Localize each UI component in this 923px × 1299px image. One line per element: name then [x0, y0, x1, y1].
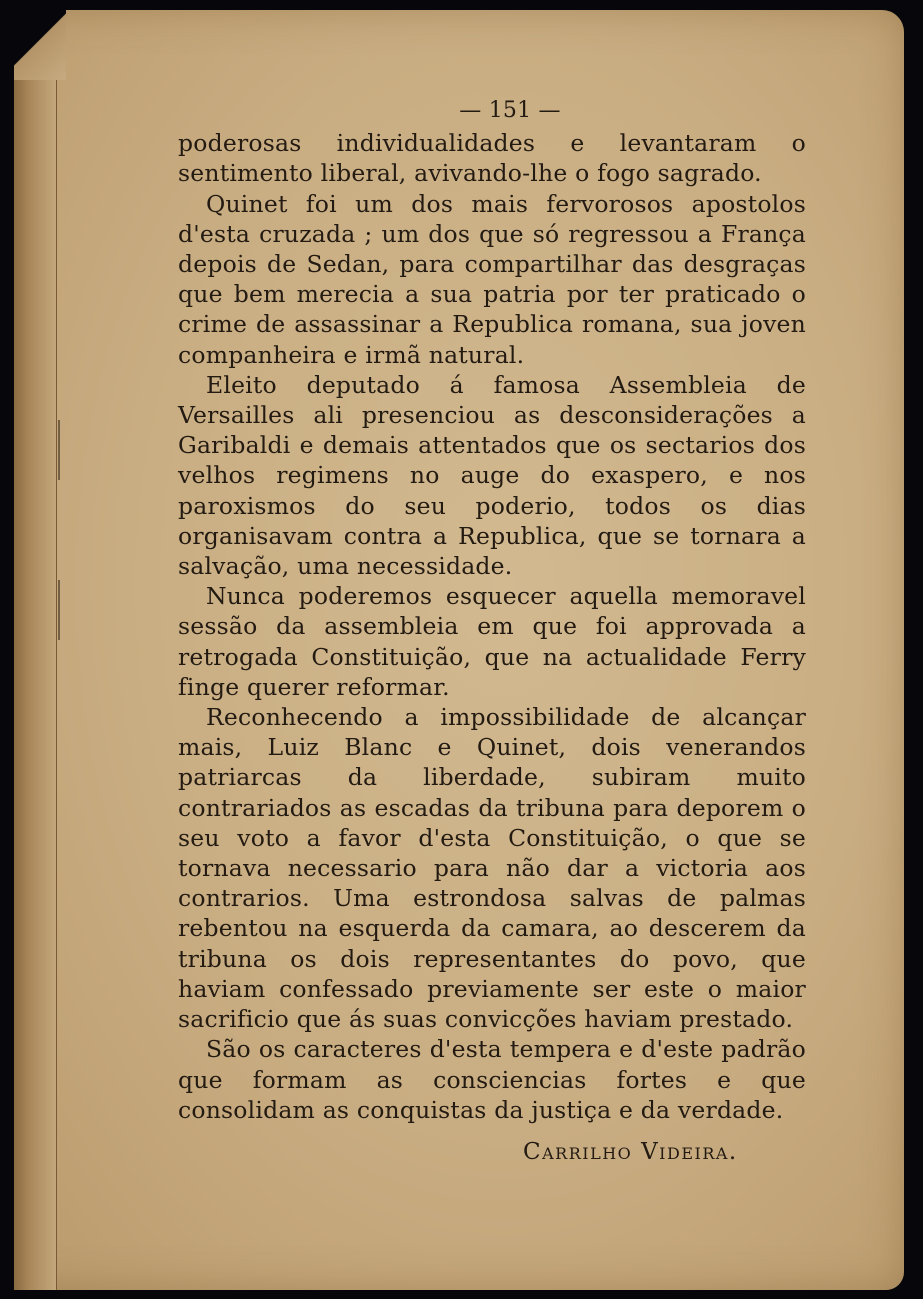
binding-stitch — [58, 580, 60, 640]
paragraph-1: poderosas individualidades e levantaram o sentimento liberal, avivando-lhe o fogo sagrado. — [178, 129, 806, 188]
page-number: — 151 — — [459, 98, 561, 123]
paragraph-2: Quinet foi um dos mais fervorosos apostolos d'esta cruzada ; um dos que só regressou a França depois de Sedan, para compartilhar das desgraças que bem merecia a sua patria por ter praticado o crime de assassinar a Republica romana, sua joven companheira e irmã natural. — [178, 189, 806, 369]
paragraph-6: São os caracteres d'esta tempera e d'este padrão que formam as consciencias fortes e que consolidam as conquistas da justiça e da verdade. — [178, 1035, 806, 1124]
page-gutter — [14, 10, 57, 1290]
paragraph-5: Reconhecendo a impossibilidade de alcançar mais, Luiz Blanc e Quinet, dois venerandos patriarcas da liberdade, subiram muito contrariados as escadas da tribuna para deporem o seu voto a favor d'esta Constituição, o que se tornava necessario para não dar a victoria aos contrarios. Uma estrondosa salvas de palmas rebentou na esquerda da camara, ao descerem da tribuna os dois representantes do povo, que haviam confessado previamente ser este o maior sacrificio que ás suas convicções haviam prestado. — [178, 703, 806, 1034]
page-body — [178, 96, 806, 1125]
binding-stitch — [58, 420, 60, 480]
paragraph-4: Nunca poderemos esquecer aquella memoravel sessão da assembleia em que foi approvada a retrogada Constituição, que na actualidade Ferry finge querer reformar. — [178, 582, 806, 701]
author-signature: Carrilho Videira. — [523, 1139, 738, 1165]
paragraph-3: Eleito deputado á famosa Assembleia de Versailles ali presenciou as desconsiderações a Garibaldi e demais attentados que os sectarios dos velhos regimens no auge do exaspero, e nos paroxismos do seu poderio, todos os dias organisavam contra a Republica, que se tornara a salvação, uma necessidade. — [178, 370, 806, 581]
folded-corner — [14, 10, 66, 80]
